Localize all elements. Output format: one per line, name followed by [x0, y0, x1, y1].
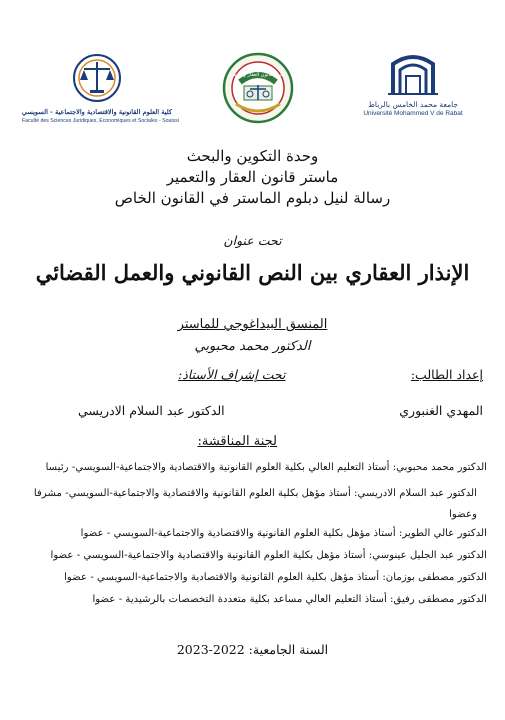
master-program-line: ماستر قانون العقار والتعمير [166, 168, 339, 186]
title-label: تحت عنوان [223, 233, 282, 248]
supervisor-label: تحت إشراف الأستاذ: [178, 367, 286, 382]
seal-icon [222, 52, 294, 124]
thesis-title: الإنذار العقاري بين النص القانوني والعمل القضائي [35, 260, 470, 285]
university-logo [348, 50, 478, 130]
master-seal-text: ماستر قانون العقار والتعمير [229, 72, 287, 78]
jury-member: الدكتور عالي الطوير: أستاذ مؤهل بكلية العلوم القانونية والاقتصادية والاجتماعية-السويسي - عضوا [80, 528, 487, 539]
student-name: المهدي الغنبوري [399, 403, 483, 418]
academic-year: السنة الجامعية: 2022-2023 [176, 642, 329, 657]
jury-member: الدكتور محمد محبوبي: أستاذ التعليم العالي بكلية العلوم القانونية والاقتصادية والاجتماعية-السويسي- رئيسا [45, 462, 487, 473]
scales-emblem-icon [22, 52, 172, 104]
jury-member: الدكتور مصطفى بوزمان: أستاذ مؤهل بكلية العلوم القانونية والاقتصادية والاجتماعية-السويسي - عضوا [64, 572, 487, 583]
faculty-logo-french: Faculté des Sciences Juridiques, Economiques et Sociales - Souissi [22, 118, 179, 124]
jury-label: لجنة المناقشة: [197, 434, 277, 449]
jury-member: الدكتور عبد الجليل عينوسي: أستاذ مؤهل بكلية العلوم القانونية والاقتصادية والاجتماعية-السويسي - عضوا [50, 550, 487, 561]
faculty-logo-arabic: كلية العلوم القانونية والاقتصادية والاجتماعية - السويسي [21, 108, 172, 116]
student-label: إعداد الطالب: [410, 367, 483, 382]
jury-member: الدكتور مصطفى رفيق: أستاذ التعليم العالي مساعد بكلية متعددة التخصصات بالرشيدية - عضوا [92, 594, 487, 605]
university-emblem-icon [348, 50, 478, 96]
master-seal-logo [222, 52, 294, 124]
jury-member: الدكتور عبد السلام الادريسي: أستاذ مؤهل بكلية العلوم القانونية والاقتصادية والاجتماعية-السويسي- مشرفا وعضوا [33, 488, 477, 520]
coordinator-label: المنسق البيداغوجي للماستر [177, 317, 328, 332]
faculty-logo [21, 52, 179, 132]
coordinator-name: الدكتور محمد محبوبي [194, 339, 311, 354]
university-logo-arabic: جامعة محمد الخامس بالرباط [367, 100, 459, 109]
university-logo-french: Université Mohammed V de Rabat [363, 110, 463, 117]
training-unit-line: وحدة التكوين والبحث [186, 147, 319, 165]
supervisor-name: الدكتور عبد السلام الادريسي [78, 403, 225, 418]
thesis-purpose-line: رسالة لنيل دبلوم الماستر في القانون الخاص [114, 189, 391, 207]
